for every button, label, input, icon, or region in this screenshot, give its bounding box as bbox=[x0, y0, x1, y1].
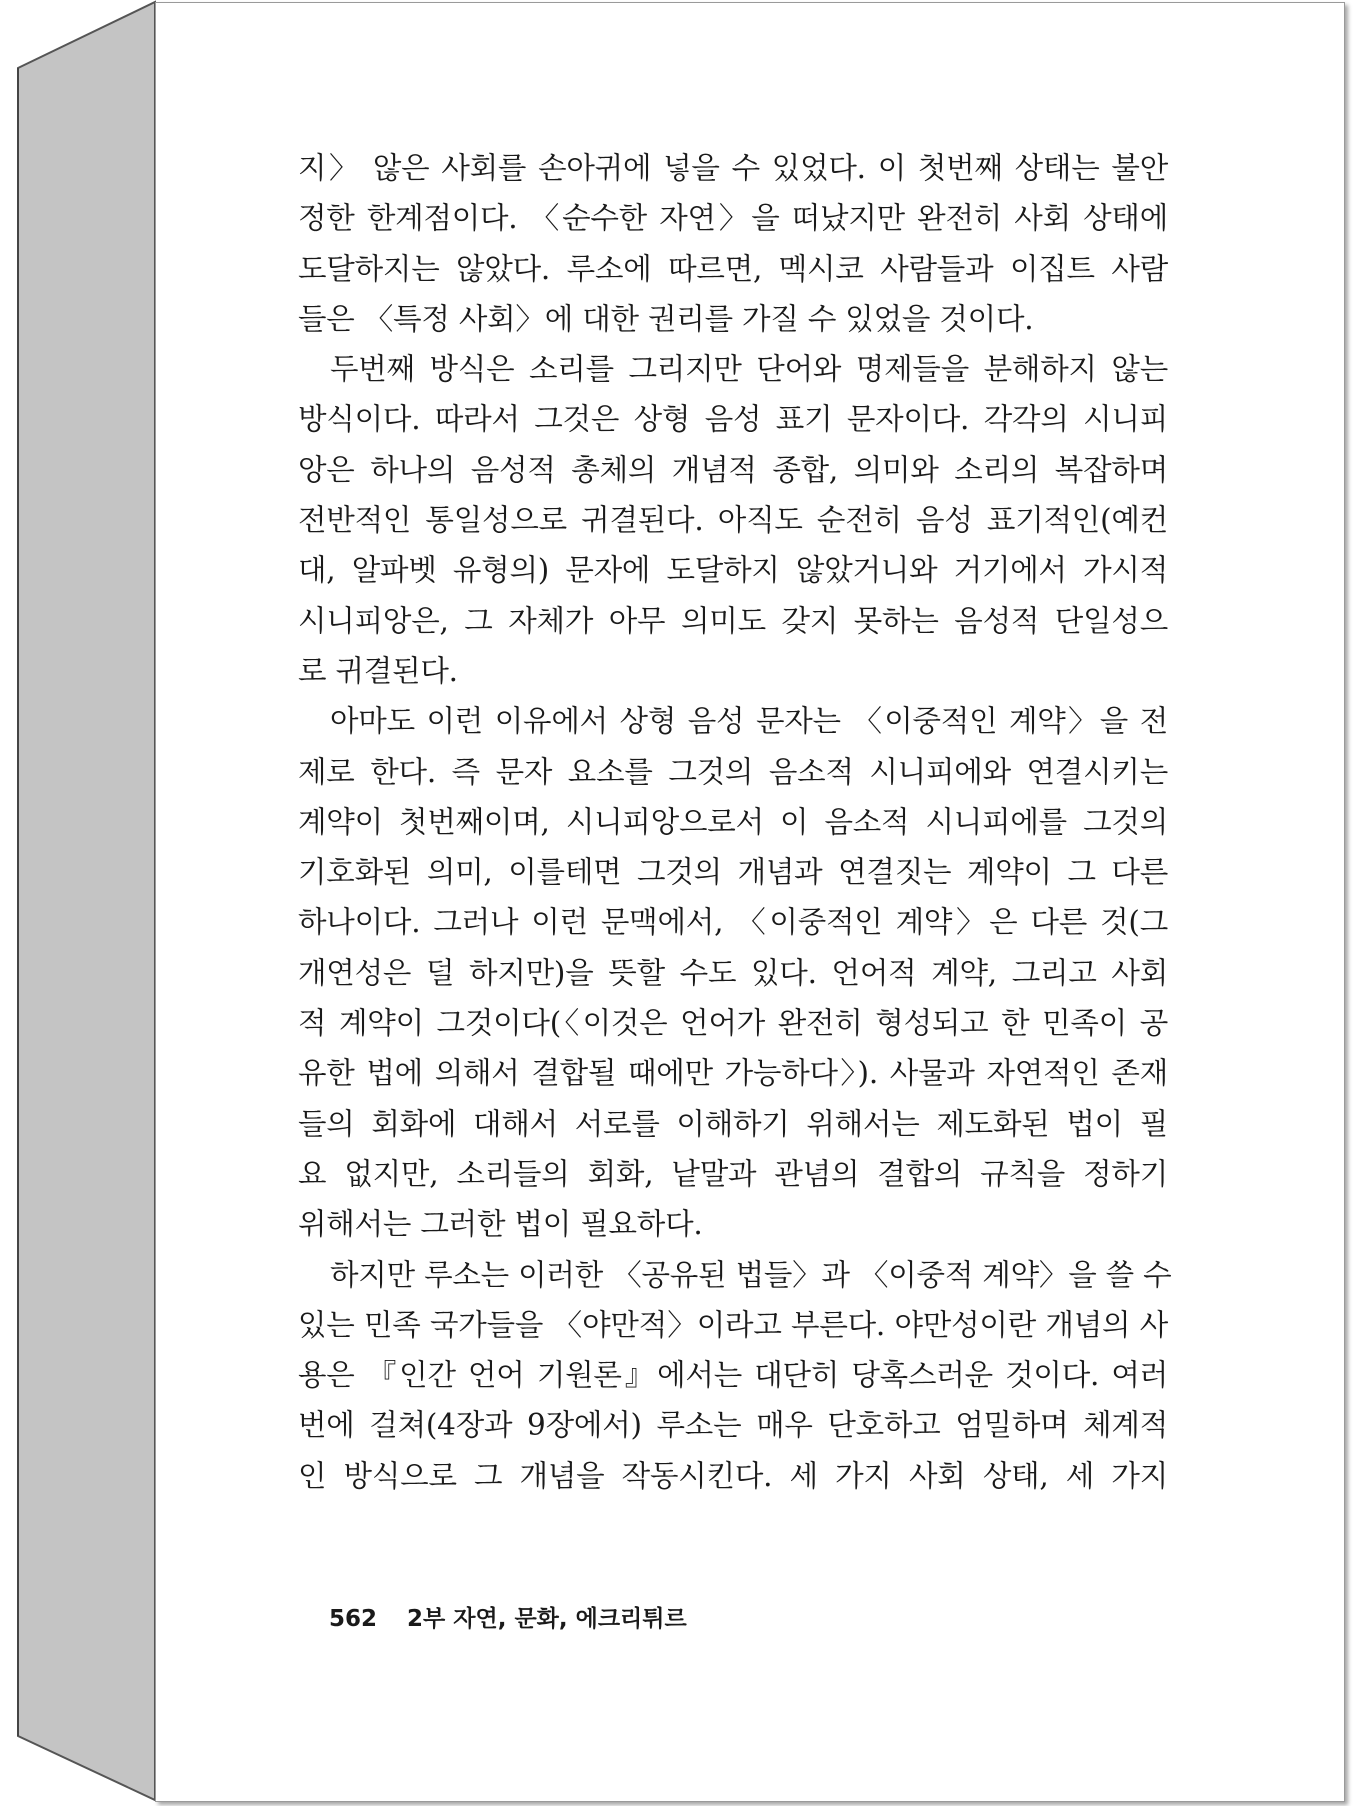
text-line: 유한 법에 의해서 결합될 때에만 가능하다〉). 사물과 자연적인 존재 bbox=[298, 1056, 1168, 1091]
text-line: 하지만 루소는 이러한 〈공유된 법들〉과 〈이중적 계약〉을 쓸 수 bbox=[330, 1257, 1172, 1292]
book-page bbox=[155, 2, 1345, 1802]
text-line: 계약이 첫번째이며, 시니피앙으로서 이 음소적 시니피에를 그것의 bbox=[298, 804, 1168, 839]
text-line: 하나이다. 그러나 이런 문맥에서, 〈이중적인 계약〉은 다른 것(그 bbox=[298, 905, 1168, 940]
text-line: 두번째 방식은 소리를 그리지만 단어와 명제들을 분해하지 않는 bbox=[330, 352, 1168, 387]
text-line: 기호화된 의미, 이를테면 그것의 개념과 연결짓는 계약이 그 다른 bbox=[298, 855, 1168, 890]
text-line: 있는 민족 국가들을 〈야만적〉이라고 부른다. 야만성이란 개념의 사 bbox=[298, 1307, 1168, 1342]
text-line: 요 없지만, 소리들의 회화, 낱말과 관념의 결합의 규칙을 정하기 bbox=[298, 1156, 1168, 1191]
book-spine bbox=[0, 0, 160, 1806]
paragraph bbox=[298, 143, 1168, 344]
text-line: 들의 회화에 대해서 서로를 이해하기 위해서는 제도화된 법이 필 bbox=[298, 1106, 1168, 1141]
text-line: 번에 걸쳐(4장과 9장에서) 루소는 매우 단호하고 엄밀하며 체계적 bbox=[298, 1408, 1168, 1443]
text-line: 시니피앙은, 그 자체가 아무 의미도 갖지 못하는 음성적 단일성으 bbox=[298, 603, 1168, 638]
running-head: 2부 자연, 문화, 에크리튀르 bbox=[407, 1606, 687, 1632]
text-line: 로 귀결된다. bbox=[298, 653, 458, 688]
text-line: 전반적인 통일성으로 귀결된다. 아직도 순전히 음성 표기적인(예컨 bbox=[298, 503, 1168, 538]
page-footer bbox=[329, 1600, 687, 1633]
page-number: 562 bbox=[329, 1606, 378, 1632]
text-line: 인 방식으로 그 개념을 작동시킨다. 세 가지 사회 상태, 세 가지 bbox=[298, 1458, 1168, 1493]
text-line: 제로 한다. 즉 문자 요소를 그것의 음소적 시니피에와 연결시키는 bbox=[298, 754, 1168, 789]
text-line: 대, 알파벳 유형의) 문자에 도달하지 않았거니와 거기에서 가시적 bbox=[298, 553, 1168, 588]
text-line: 정한 한계점이다. 〈순수한 자연〉을 떠났지만 완전히 사회 상태에 bbox=[298, 201, 1168, 236]
paragraph bbox=[298, 344, 1168, 696]
body-text bbox=[298, 143, 1172, 1501]
text-line: 용은 『인간 언어 기원론』에서는 대단히 당혹스러운 것이다. 여러 bbox=[298, 1358, 1168, 1393]
text-line: 위해서는 그러한 법이 필요하다. bbox=[298, 1207, 703, 1242]
paragraph bbox=[298, 696, 1168, 1249]
text-line: 개연성은 덜 하지만)을 뜻할 수도 있다. 언어적 계약, 그리고 사회 bbox=[298, 955, 1168, 990]
text-line: 아마도 이런 이유에서 상형 음성 문자는 〈이중적인 계약〉을 전 bbox=[330, 704, 1168, 739]
text-line: 적 계약이 그것이다(〈이것은 언어가 완전히 형성되고 한 민족이 공 bbox=[298, 1006, 1168, 1041]
text-line: 들은 〈특정 사회〉에 대한 권리를 가질 수 있었을 것이다. bbox=[298, 301, 1034, 336]
paragraph bbox=[298, 1250, 1172, 1501]
text-line: 도달하지는 않았다. 루소에 따르면, 멕시코 사람들과 이집트 사람 bbox=[298, 251, 1168, 286]
text-line: 지〉 않은 사회를 손아귀에 넣을 수 있었다. 이 첫번째 상태는 불안 bbox=[298, 151, 1168, 185]
text-line: 방식이다. 따라서 그것은 상형 음성 표기 문자이다. 각각의 시니피 bbox=[298, 402, 1168, 437]
text-line: 앙은 하나의 음성적 총체의 개념적 종합, 의미와 소리의 복잡하며 bbox=[298, 452, 1168, 487]
